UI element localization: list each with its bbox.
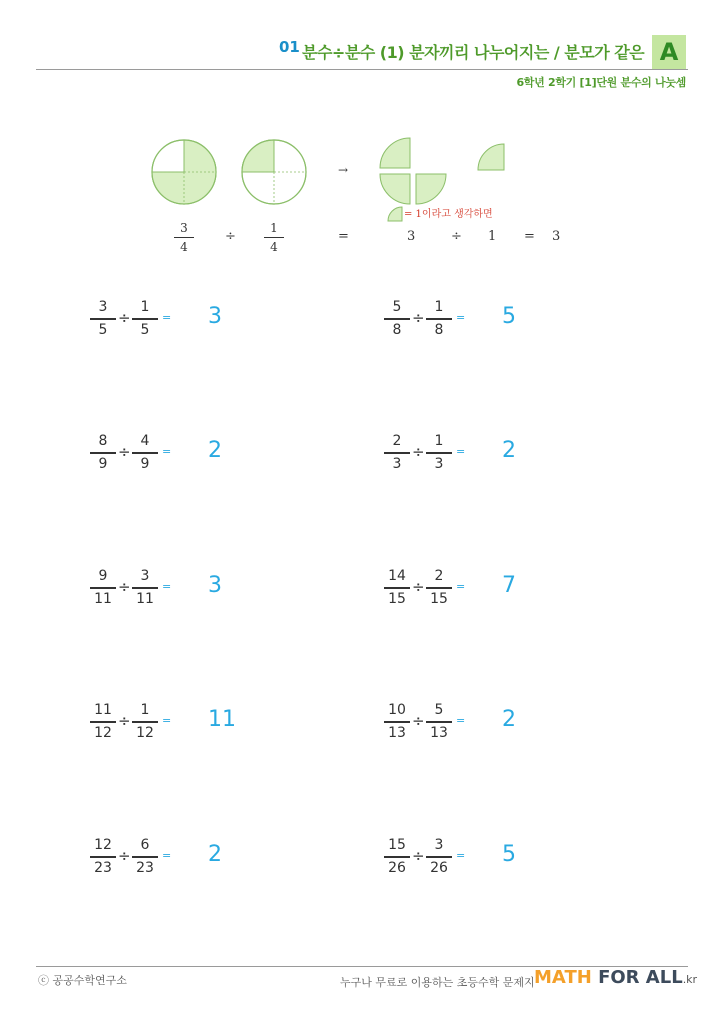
worksheet-title: 분수÷분수 (1) 분자끼리 나누어지는 / 분모가 같은 (302, 43, 645, 62)
dividend-fraction (384, 298, 410, 340)
dividend-numerator: 11 (94, 702, 112, 718)
dividend-denominator: 8 (392, 321, 402, 338)
dividend-denominator: 5 (98, 321, 108, 338)
worksheet-number: 01 (279, 38, 300, 56)
divide-sign: ÷ (412, 578, 425, 596)
equals-sign: = (456, 445, 466, 458)
answer: 2 (502, 438, 516, 463)
example-value-1: 3 (407, 229, 416, 244)
example-fraction-1: 3 4 (174, 220, 194, 255)
dividend-fraction (384, 701, 410, 743)
dividend-fraction (384, 836, 410, 878)
dividend-denominator: 9 (98, 455, 108, 472)
problem-6 (384, 567, 534, 611)
divide-sign: ÷ (118, 712, 131, 730)
equals-sign: = (162, 580, 172, 593)
divisor-fraction (426, 298, 452, 340)
dividend-numerator: 5 (392, 299, 402, 315)
dividend-fraction (384, 432, 410, 474)
divisor-fraction (426, 432, 452, 474)
divide-sign: ÷ (412, 309, 425, 327)
example-value-2: 1 (488, 229, 497, 244)
divisor-numerator: 1 (434, 433, 444, 449)
example-equals-1: = (338, 229, 349, 244)
equals-sign: = (456, 580, 466, 593)
one-quarter-circle (242, 140, 306, 204)
answer: 3 (208, 573, 222, 598)
equals-sign: = (162, 849, 172, 862)
divide-sign: ÷ (412, 847, 425, 865)
footer-description: 누구나 무료로 이용하는 초등수학 문제지 (340, 976, 535, 989)
divisor-numerator: 5 (434, 702, 444, 718)
problem-9 (90, 836, 240, 880)
divisor-denominator: 13 (430, 724, 448, 741)
header-divider (36, 69, 688, 70)
divisor-fraction (132, 298, 158, 340)
divide-sign: ÷ (118, 847, 131, 865)
divisor-denominator: 5 (140, 321, 150, 338)
problem-2 (384, 298, 534, 342)
dividend-denominator: 23 (94, 859, 112, 876)
dividend-fraction (90, 701, 116, 743)
answer: 5 (502, 304, 516, 329)
dividend-fraction (90, 432, 116, 474)
answer: 2 (208, 438, 222, 463)
divisor-numerator: 1 (434, 299, 444, 315)
divisor-numerator: 3 (434, 837, 444, 853)
brand-logo (534, 967, 697, 988)
problem-5 (90, 567, 240, 611)
dividend-numerator: 10 (388, 702, 406, 718)
divisor-denominator: 12 (136, 724, 154, 741)
problem-10 (384, 836, 534, 880)
divisor-numerator: 4 (140, 433, 150, 449)
dividend-numerator: 9 (98, 568, 108, 584)
example-result: 3 (552, 229, 561, 244)
dividend-numerator: 2 (392, 433, 402, 449)
problem-8 (384, 701, 534, 745)
quarter-note-icon (386, 206, 404, 222)
dividend-fraction (90, 836, 116, 878)
divisor-fraction (426, 836, 452, 878)
example-equals-2: = (524, 229, 535, 244)
divisor-denominator: 26 (430, 859, 448, 876)
divide-sign: ÷ (118, 309, 131, 327)
equals-sign: = (162, 311, 172, 324)
worksheet-subtitle: 6학년 2학기 [1]단원 분수의 나눗셈 (516, 76, 686, 89)
divide-sign: ÷ (118, 578, 131, 596)
divisor-denominator: 3 (434, 455, 444, 472)
arrow-icon: → (338, 163, 349, 177)
dividend-denominator: 12 (94, 724, 112, 741)
problem-4 (384, 432, 534, 476)
dividend-fraction (90, 567, 116, 609)
answer: 3 (208, 304, 222, 329)
dividend-denominator: 13 (388, 724, 406, 741)
answer: 2 (502, 707, 516, 732)
divisor-numerator: 1 (140, 702, 150, 718)
divisor-fraction (132, 836, 158, 878)
example-divide-2: ÷ (451, 229, 462, 244)
divisor-denominator: 11 (136, 590, 154, 607)
equals-sign: = (162, 714, 172, 727)
answer: 11 (208, 707, 236, 732)
divisor-denominator: 15 (430, 590, 448, 607)
level-badge: A (652, 35, 686, 69)
brand-for-all: FOR ALL (598, 967, 683, 988)
answer: 5 (502, 842, 516, 867)
divide-sign: ÷ (412, 712, 425, 730)
brand-math: MATH (534, 967, 592, 988)
divisor-fraction (426, 567, 452, 609)
divisor-numerator: 6 (140, 837, 150, 853)
equals-sign: = (162, 445, 172, 458)
divide-sign: ÷ (412, 443, 425, 461)
dividend-denominator: 15 (388, 590, 406, 607)
dividend-fraction (384, 567, 410, 609)
separated-quarters (380, 138, 446, 204)
problem-7 (90, 701, 240, 745)
single-quarter (478, 144, 504, 170)
divisor-numerator: 3 (140, 568, 150, 584)
divisor-fraction (132, 567, 158, 609)
dividend-numerator: 12 (94, 837, 112, 853)
problem-1 (90, 298, 240, 342)
divisor-denominator: 23 (136, 859, 154, 876)
divisor-fraction (132, 432, 158, 474)
problem-3 (90, 432, 240, 476)
dividend-numerator: 15 (388, 837, 406, 853)
three-quarters-circle (152, 140, 216, 204)
brand-kr: .kr (682, 973, 698, 986)
example-illustration (140, 130, 520, 210)
divisor-fraction (426, 701, 452, 743)
dividend-numerator: 14 (388, 568, 406, 584)
example-divide-1: ÷ (225, 229, 236, 244)
answer: 2 (208, 842, 222, 867)
answer: 7 (502, 573, 516, 598)
example-fraction-2: 1 4 (264, 220, 284, 255)
dividend-denominator: 26 (388, 859, 406, 876)
dividend-denominator: 3 (392, 455, 402, 472)
divisor-numerator: 2 (434, 568, 444, 584)
divide-sign: ÷ (118, 443, 131, 461)
dividend-denominator: 11 (94, 590, 112, 607)
equals-sign: = (456, 849, 466, 862)
dividend-numerator: 8 (98, 433, 108, 449)
copyright: ⓒ 공공수학연구소 (38, 974, 127, 987)
dividend-fraction (90, 298, 116, 340)
divisor-denominator: 9 (140, 455, 150, 472)
example-note: = 1이라고 생각하면 (404, 209, 493, 220)
dividend-numerator: 3 (98, 299, 108, 315)
divisor-fraction (132, 701, 158, 743)
equals-sign: = (456, 311, 466, 324)
equals-sign: = (456, 714, 466, 727)
divisor-numerator: 1 (140, 299, 150, 315)
divisor-denominator: 8 (434, 321, 444, 338)
